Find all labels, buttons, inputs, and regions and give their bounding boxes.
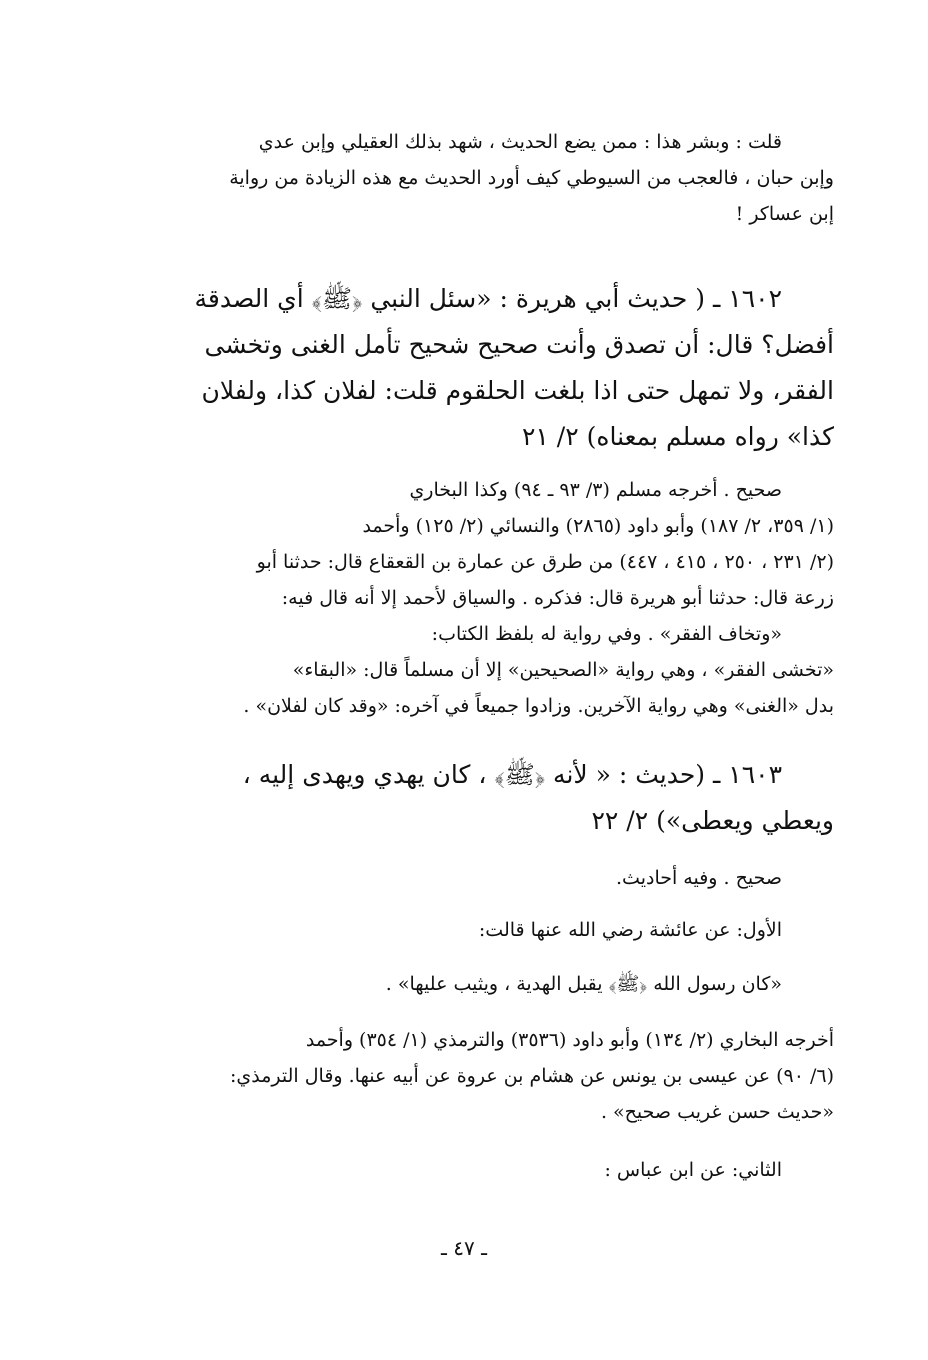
text-line: زرعة قال: حدثنا أبو هريرة قال: فذكره . والسياق لأحمد إلا أنه قال فيه:: [281, 587, 834, 609]
text-line: (٢/ ٢٣١ ، ٢٥٠ ، ٤١٥ ، ٤٤٧) من طرق عن عمارة بن القعقاع قال: حدثنا أبو: [256, 551, 834, 573]
text-line: الفقر، ولا تمهل حتى اذا بلغت الحلقوم قلت: لفلان كذا، ولفلان: [201, 376, 834, 405]
text-line: أفضل؟ قال: أن تصدق وأنت صحيح شحيح تأمل الغنى وتخشى: [204, 330, 834, 359]
text-line: وإبن حبان ، فالعجب من السيوطي كيف أورد الحديث مع هذه الزيادة من رواية: [229, 167, 834, 189]
text-line: «كان رسول الله ﴿ﷺ﴾ يقبل الهدية ، ويثيب عليها» .: [385, 973, 782, 995]
takhrij-first-narration: [94, 1022, 834, 1130]
text-line: أخرجه البخاري (٢/ ١٣٤) وأبو داود (٣٥٣٦) والترمذي (١/ ٣٥٤) وأحمد: [305, 1029, 834, 1051]
text-line: (١/ ٣٥٩، ٢/ ١٨٧) وأبو داود (٢٨٦٥) والنسائي (٢/ ١٢٥) وأحمد: [362, 515, 834, 537]
first-narration-heading: [94, 912, 834, 948]
takhrij-1602: [94, 472, 834, 724]
text-line: «وتخاف الفقر» . وفي رواية له بلفظ الكتاب:: [431, 623, 782, 645]
page-number: ـ ٤٧ ـ: [441, 1236, 487, 1260]
text-line: صحيح . أخرجه مسلم (٣/ ٩٣ ـ ٩٤) وكذا البخاري: [409, 479, 782, 501]
text-line: صحيح . وفيه أحاديث.: [616, 867, 782, 889]
text-line: قلت : وبشر هذا : ممن يضع الحديث ، شهد بذلك العقيلي وإبن عدي: [258, 131, 782, 153]
hadith-1602: [94, 276, 834, 460]
grading-1603: [94, 860, 834, 896]
text-line: كذا» رواه مسلم بمعناه) ٢/ ٢١: [521, 422, 834, 451]
first-narration-text: [94, 966, 834, 1002]
text-line: بدل «الغنى» وهي رواية الآخرين. وزادوا جميعاً في آخره: «وقد كان لفلان» .: [243, 695, 834, 717]
text-line: «حديث حسن غريب صحيح» .: [600, 1101, 834, 1123]
text-line: الأول: عن عائشة رضي الله عنها قالت:: [478, 919, 782, 941]
text-line: الثاني: عن ابن عباس :: [604, 1159, 782, 1181]
second-narration-heading: [94, 1152, 834, 1188]
text-line: ١٦٠٣ ـ (حديث : « لأنه ﴿ﷺ﴾ ، كان يهدي ويهدى إليه ،: [242, 760, 782, 789]
text-line: (٦/ ٩٠) عن عيسى بن يونس عن هشام بن عروة عن أبيه عنها. وقال الترمذي:: [230, 1065, 834, 1087]
text-line: ١٦٠٢ ـ ( حديث أبي هريرة : «سئل النبي ﴿ﷺ﴾ أي الصدقة: [194, 284, 782, 313]
hadith-1603: [94, 752, 834, 844]
text-line: إبن عساكر !: [735, 203, 834, 225]
paragraph-comment-bishr: [94, 124, 834, 232]
text-line: «تخشى الفقر» ، وهي رواية «الصحيحين» إلا أن مسلماً قال: «البقاء»: [292, 659, 834, 681]
text-line: ويعطي ويعطى») ٢/ ٢٢: [591, 806, 834, 835]
